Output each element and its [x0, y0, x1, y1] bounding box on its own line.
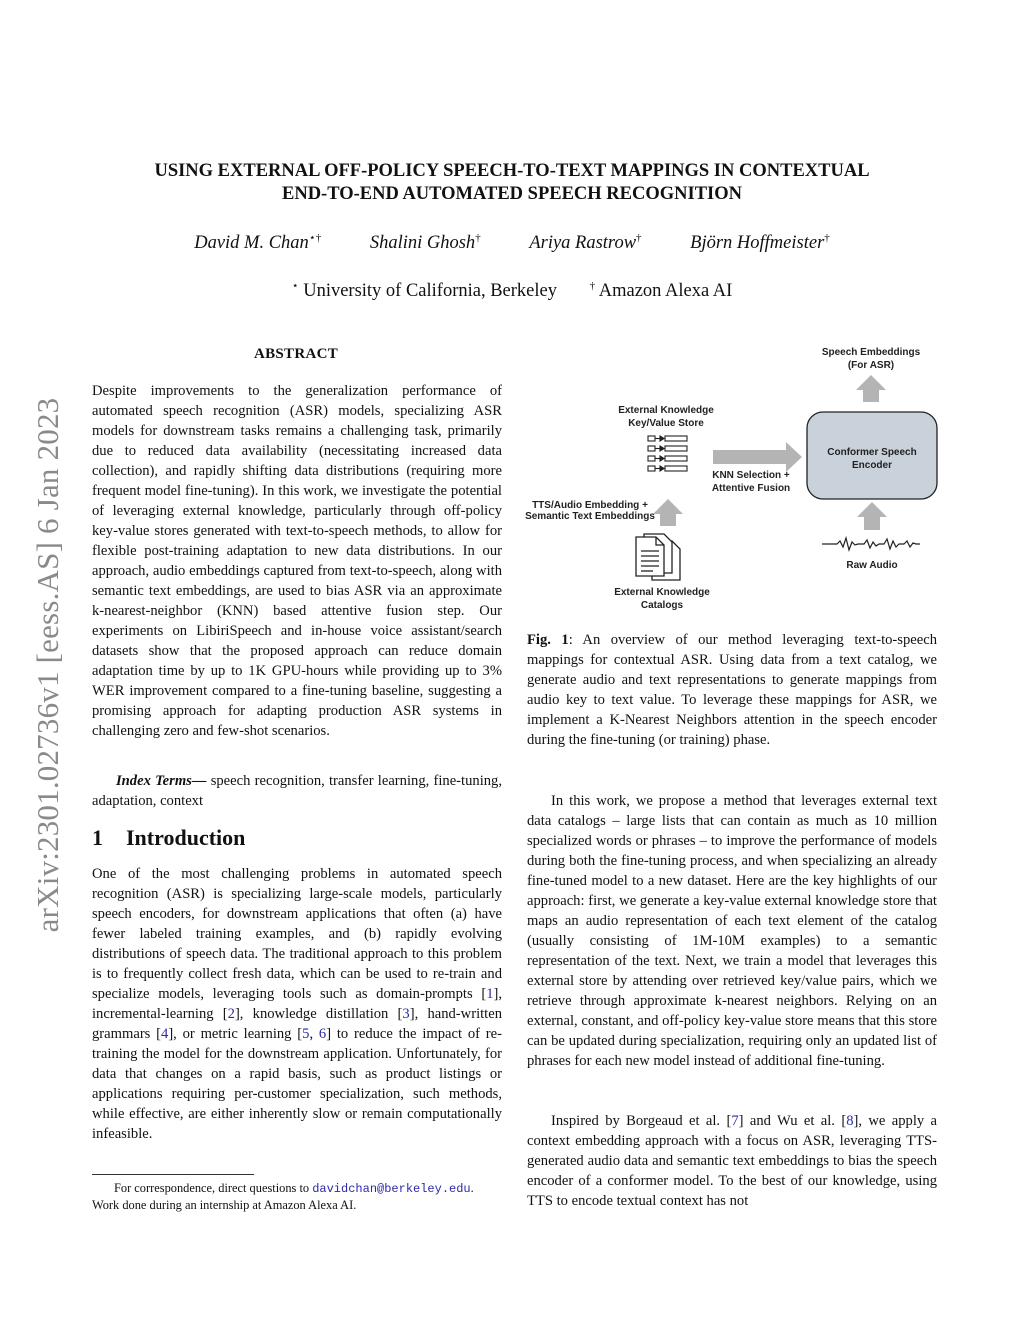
section-number: 1: [92, 825, 103, 850]
arxiv-sidebar: [22, 365, 74, 965]
external-store-sublabel: Key/Value Store: [628, 418, 704, 429]
text-run: For correspondence, direct questions to: [114, 1181, 313, 1195]
raw-audio-waveform: [822, 538, 920, 550]
citation-link[interactable]: 6: [318, 1026, 327, 1042]
section-heading-introduction: [92, 825, 500, 851]
title-line-1: USING EXTERNAL OFF-POLICY SPEECH-TO-TEXT MAPPINGS IN CONTEXTUAL: [154, 161, 870, 181]
text-run: ] to reduce the impact of re-training the model for the downstream application. Unfortunately, for data that changes on a rapid basis, such as product listings or applications requiring per-customer specialization, such methods, while effective, are either inherently slow or remain computationally infeasible.: [92, 1026, 502, 1142]
catalogs-sublabel: Catalogs: [640, 600, 684, 611]
raw-audio-label: Raw Audio: [846, 560, 898, 571]
abstract-text: Despite improvements to the generalization performance of automated speech recognition (ASR) models, specializing ASR models for downstream tasks remains a challenging task, primarily due to reduced data availability (necessitating increased data collection), and rapidly shifting data distributions (requiring more frequent model fine-tuning). In this work, we investigate the potential of leveraging external knowledge, particularly through off-policy key-value stores generated with text-to-speech methods, to allow for flexible post-training adaptation to new data distributions. In our approach, audio embeddings captured from text-to-speech, along with semantic text embeddings, are used to bias ASR via an approximate k-nearest-neighbor (KNN) based attentive fusion step. Our experiments on LibiriSpeech and in-house voice assistant/search datasets show that the proposed approach can reduce domain adaptation time by up to 1K GPU-hours while providing up to 3% WER improvement compared to a fine-tuning baseline, suggesting a promising approach for adapting production ASR systems in challenging zero and few-shot scenarios.: [92, 383, 502, 739]
knn-label: KNN Selection +: [712, 470, 790, 481]
citation-link[interactable]: 1: [486, 986, 494, 1002]
text-run: ], incremental-learning [: [92, 986, 502, 1022]
catalogs-label: External Knowledge: [614, 587, 710, 598]
citation-link[interactable]: 7: [731, 1113, 739, 1129]
text-run: ], we apply a context embedding approach with a focus on ASR, leveraging TTS-generated audio data and semantic text embeddings to bias the speech encoder of a conformer model. To the best of our knowledge, using TTS to encode textual context has not: [527, 1113, 938, 1209]
external-store-label: External Knowledge: [618, 405, 714, 416]
knn-sublabel: Attentive Fusion: [711, 483, 791, 494]
speech-embeddings-label: Speech Embeddings: [821, 347, 921, 358]
tts-embedding-label: TTS/Audio Embedding +: [532, 500, 648, 511]
affiliation-mark: †: [589, 280, 596, 292]
author-mark: †: [824, 232, 830, 244]
key-value-store-icon: [648, 436, 687, 471]
footnote-line-1: [92, 1180, 512, 1197]
citation-link[interactable]: 5: [302, 1026, 310, 1042]
citation-link[interactable]: 3: [402, 1006, 410, 1022]
figure-1-diagram: [522, 338, 942, 620]
citation-link[interactable]: 4: [161, 1026, 169, 1042]
text-run: One of the most challenging problems in automated speech recognition (ASR) is specializing large-scale models, particularly speech encoders, for downstream applications that often (a) have fewer labeled training examples, and (b) rapidly evolving distributions of speech data. The traditional approach to this problem is to frequently collect fresh data, which can be used to re-train and specialize models, leveraging tools such as domain-prompts [: [92, 866, 502, 1002]
author-name: David M. Chan: [194, 233, 309, 254]
intro-paragraph-3: [527, 1111, 937, 1211]
index-terms-label: Index Terms—: [116, 773, 207, 789]
intro-paragraph-1: [92, 864, 502, 1144]
author-name: Ariya Rastrow: [529, 233, 637, 254]
author-mark: †: [636, 232, 642, 244]
email-link[interactable]: davidchan@berkeley.edu: [312, 1182, 471, 1196]
text-run: ,: [309, 1026, 319, 1042]
caption-text: : An overview of our method leveraging text-to-speech mappings for contextual ASR. Using data from a text catalog, we generate audio and text representations to generate mappings from audio key to text value. To leverage these mappings for ASR, we implement a K-Nearest Neighbors attention in the speech encoder during the fine-tuning (or training) phase.: [527, 632, 937, 748]
affiliation-list: [92, 279, 932, 302]
author: [529, 232, 641, 254]
index-terms-text: speech recognition, transfer learning, fine-tuning, adaptation, context: [92, 773, 502, 809]
author-list: [92, 231, 932, 254]
footnote: [92, 1180, 512, 1213]
paper-title: [92, 160, 932, 206]
author: [370, 232, 481, 254]
conformer-encoder-label: Conformer Speech: [827, 447, 917, 458]
output-arrow-up: [856, 375, 886, 402]
text-run: .: [470, 1181, 474, 1195]
title-line-2: END-TO-END AUTOMATED SPEECH RECOGNITION: [282, 184, 742, 204]
index-terms: [92, 771, 502, 811]
author-mark: †: [475, 232, 481, 244]
author-mark: ⋆†: [308, 232, 322, 244]
author: [194, 231, 321, 254]
author: [690, 232, 830, 254]
author-name: Shalini Ghosh: [369, 233, 476, 254]
text-run: ], knowledge distillation [: [234, 1006, 403, 1022]
text-run: ], or metric learning [: [168, 1026, 303, 1042]
abstract-heading: ABSTRACT: [253, 346, 339, 362]
footnote-rule: [92, 1174, 254, 1175]
knn-fusion-arrow: [713, 442, 802, 472]
author-name: Björn Hoffmeister: [690, 233, 825, 254]
affiliation-mark: ⋆: [291, 280, 299, 292]
text-run: ] and Wu et al. [: [738, 1113, 847, 1129]
intro-paragraph-2: In this work, we propose a method that leverages external text data catalogs – large lists that can contain as much as 10 million specialized words or phrases – to improve the performance of models during both the fine-tuning process, and when specializing an already fine-tuned model to a new dataset. Here are the key highlights of our approach: first, we generate a key-value external knowledge store that maps an audio representation of each text element of the catalog (usually consisting of 1M-10M examples) to a semantic representation of the text. Next, we train a model that leverages this external store by attending over retrieved key/value pairs, which we retrieve through approximate k-nearest neighbors. Relying on an external, constant, and off-policy key-value store means that this store can be updated during specialization, requiring only an updated list of phrases for each new model instead of additional fine-tuning.: [527, 793, 937, 1069]
affiliation: [292, 279, 557, 302]
speech-embeddings-sublabel: (For ASR): [847, 360, 895, 371]
arxiv-identifier: arXiv:2301.02736v1 [eess.AS] 6 Jan 2023: [30, 397, 65, 933]
citation-link[interactable]: 8: [846, 1113, 854, 1129]
tts-embedding-sublabel: Semantic Text Embeddings: [525, 511, 655, 522]
affiliation: [590, 280, 733, 302]
text-run: Inspired by Borgeaud et al. [: [551, 1113, 732, 1129]
caption-label: Fig. 1: [527, 632, 569, 648]
text-run: ], hand-written grammars [: [92, 1006, 503, 1042]
catalog-arrow-up: [653, 499, 683, 526]
footnote-line-2: Work done during an internship at Amazon Alexa AI.: [92, 1198, 357, 1212]
input-arrow-up: [857, 502, 887, 530]
conformer-encoder-sublabel: Encoder: [851, 460, 893, 471]
section-title: Introduction: [126, 825, 246, 850]
figure-1-caption: [527, 630, 937, 750]
affiliation-name: Amazon Alexa AI: [598, 281, 733, 302]
citation-link[interactable]: 2: [227, 1006, 235, 1022]
affiliation-name: University of California, Berkeley: [303, 281, 557, 302]
documents-icon: [636, 534, 680, 580]
